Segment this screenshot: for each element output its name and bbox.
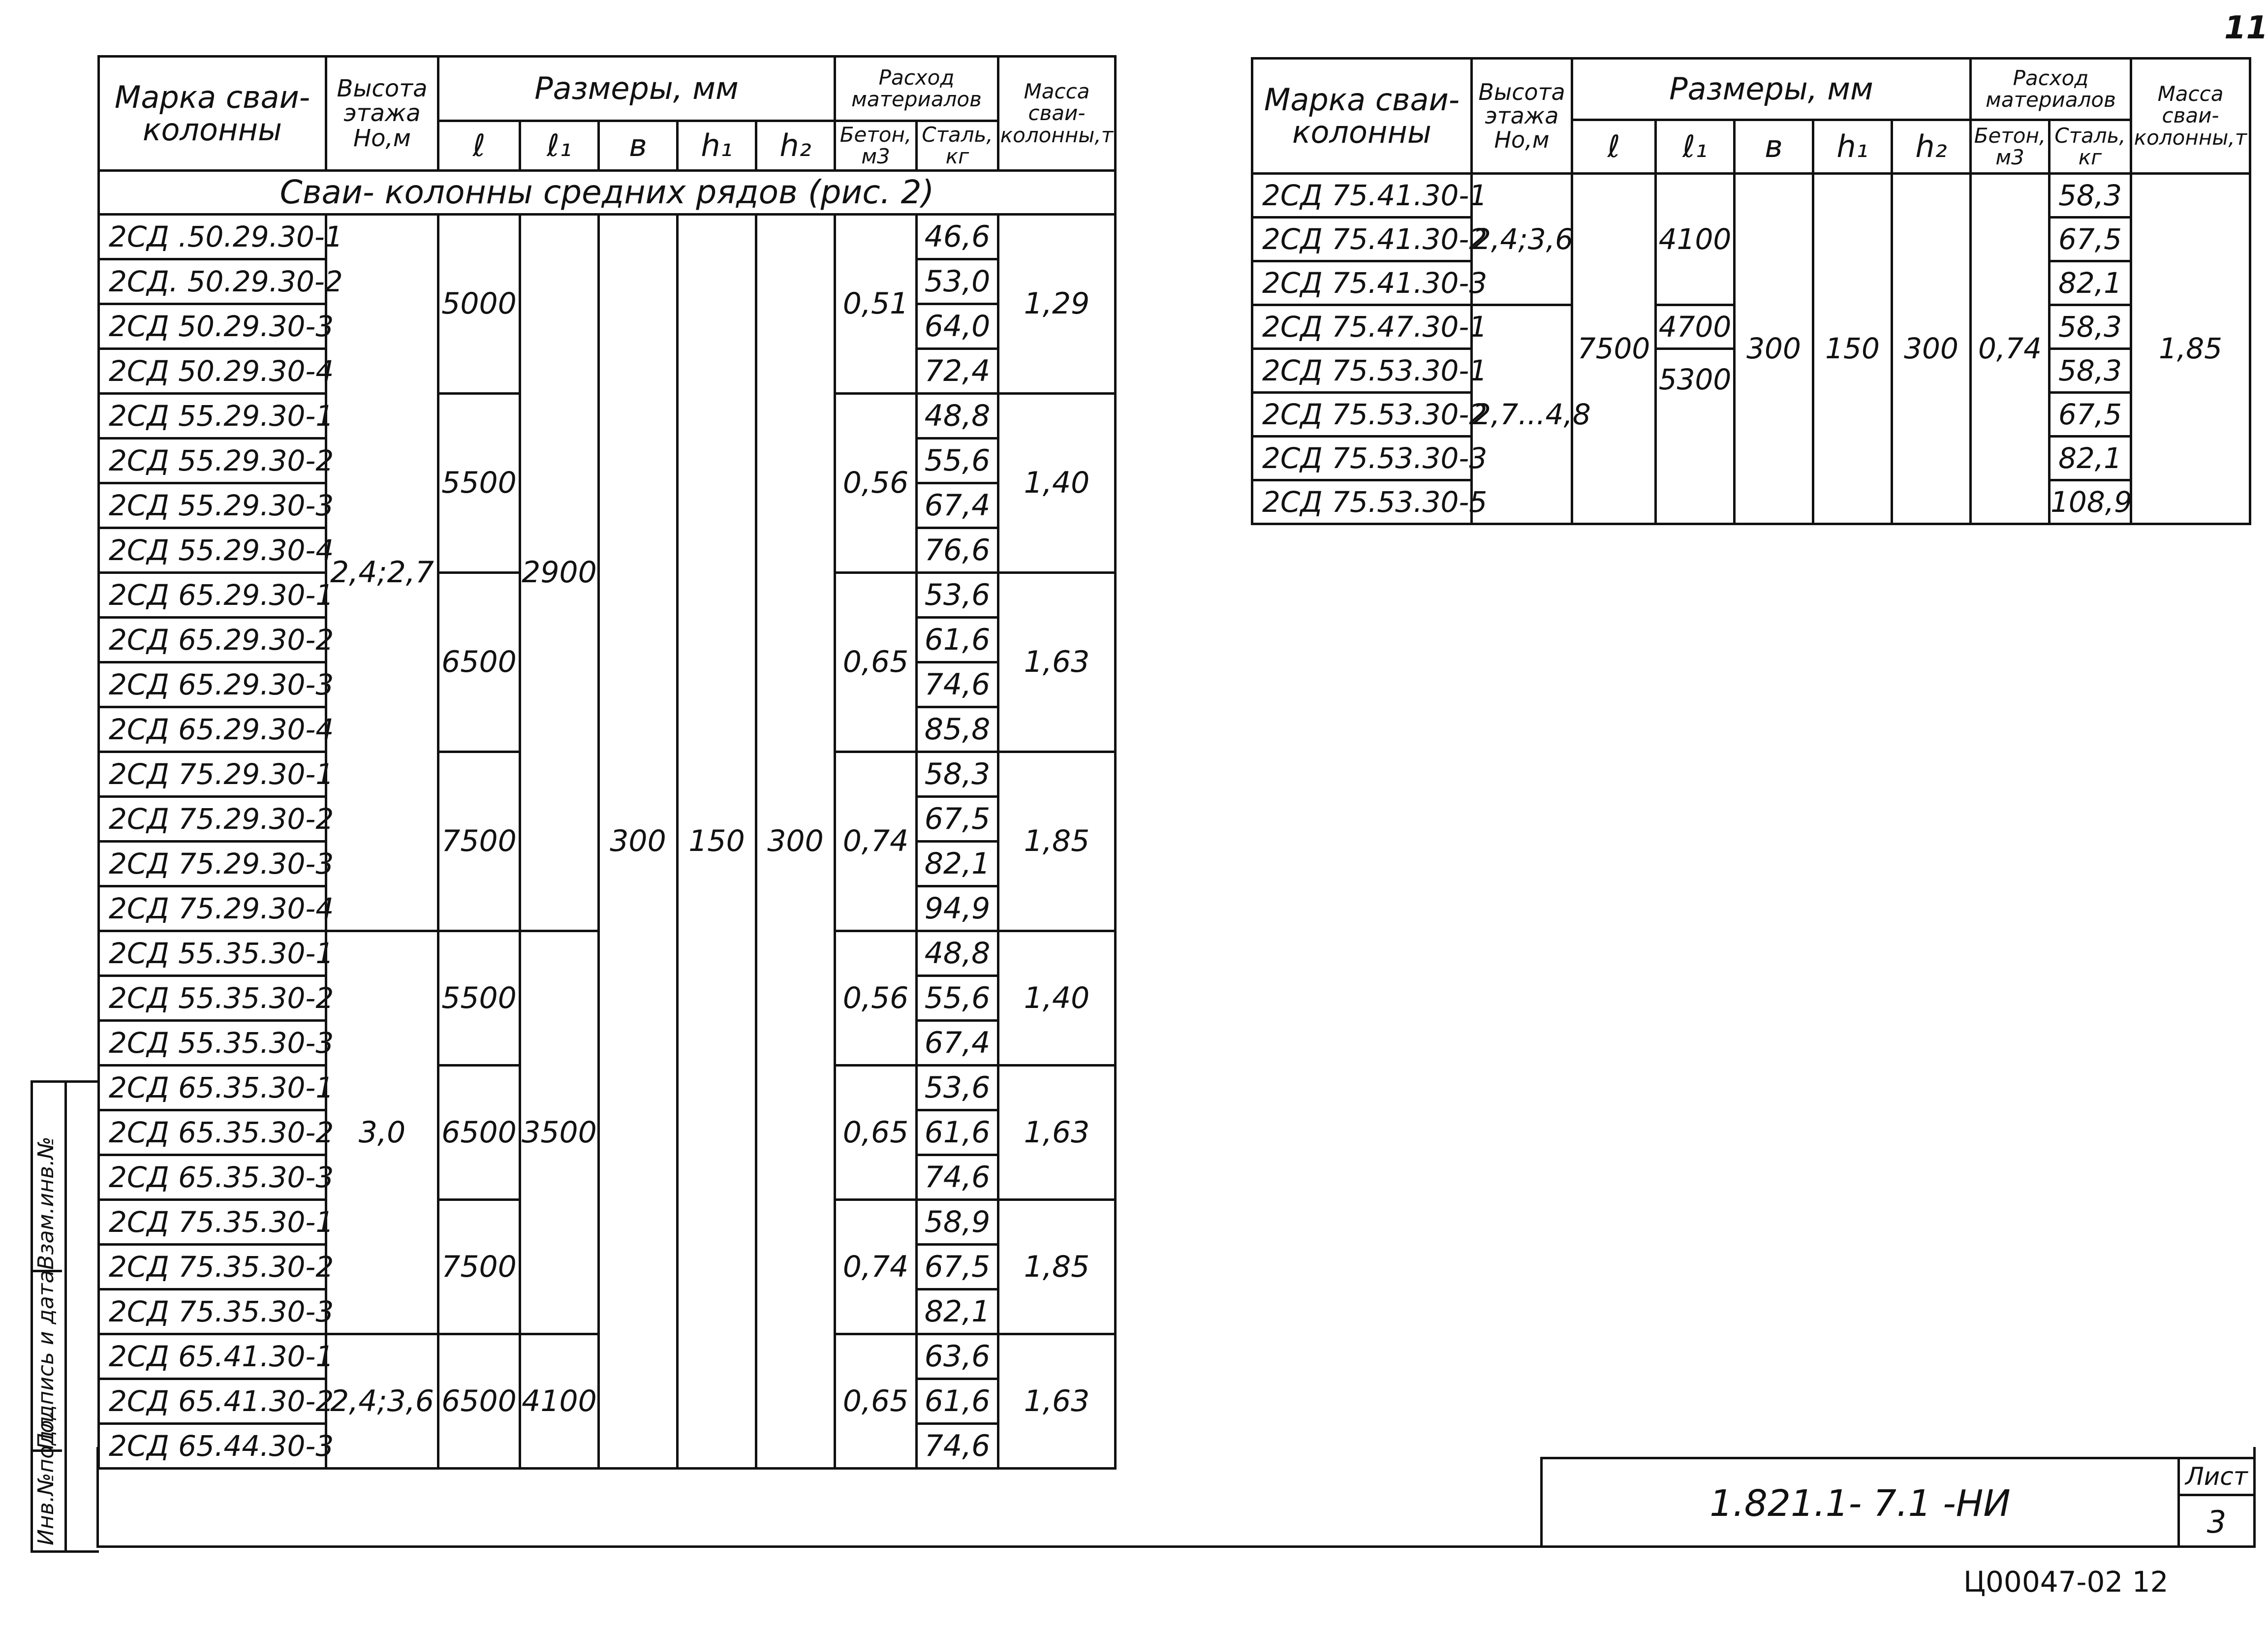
steel-cell: 82,1 — [917, 842, 998, 886]
header-h1: h₁ — [678, 121, 756, 171]
mass-cell: 1,40 — [998, 394, 1116, 573]
l-cell: 5000 — [438, 215, 520, 394]
mark-cell: 2СД 75.53.30-2 — [1252, 393, 1472, 437]
mark-cell: 2СД 75.29.30-4 — [99, 886, 326, 931]
header-l1: ℓ₁ — [520, 121, 599, 171]
l-cell: 7500 — [438, 1200, 520, 1334]
height-cell: 2,4;2,7 — [326, 215, 438, 931]
mark-cell: 2СД 65.29.30-4 — [99, 707, 326, 752]
steel-cell: 48,8 — [917, 931, 998, 976]
mass-cell: 1,85 — [2131, 174, 2250, 524]
mark-cell: 2СД 75.53.30-3 — [1252, 437, 1472, 480]
header-mark: Марка сваи-колонны — [99, 57, 326, 171]
steel-cell: 53,6 — [917, 1066, 998, 1110]
mark-cell: 2СД 75.53.30-1 — [1252, 349, 1472, 393]
mass-cell: 1,85 — [998, 1200, 1116, 1334]
mark-cell: 2СД 65.44.30-3 — [99, 1424, 326, 1469]
header-h1: h₁ — [1813, 120, 1892, 174]
concrete-cell: 0,56 — [835, 394, 917, 573]
l1-cell: 4100 — [520, 1334, 599, 1469]
steel-cell: 48,8 — [917, 394, 998, 439]
header-concrete: Бетон, м3 — [1971, 120, 2050, 174]
mark-cell: 2СД 75.29.30-3 — [99, 842, 326, 886]
steel-cell: 58,3 — [917, 752, 998, 797]
steel-cell: 58,3 — [2050, 174, 2131, 218]
mark-cell: 2СД 55.29.30-2 — [99, 439, 326, 483]
steel-cell: 74,6 — [917, 662, 998, 707]
sheet-label: Лист — [2180, 1459, 2253, 1496]
mark-cell: 2СД 75.29.30-1 — [99, 752, 326, 797]
signature-date-label: Подпись и дата — [31, 1270, 62, 1449]
header-b: в — [1735, 120, 1813, 174]
steel-cell: 67,5 — [2050, 218, 2131, 261]
sheet-number: 3 — [2206, 1504, 2227, 1540]
mark-cell: 2СД 75.29.30-2 — [99, 797, 326, 842]
mark-cell: 2СД .50.29.30-1 — [99, 215, 326, 259]
steel-cell: 53,0 — [917, 259, 998, 304]
height-cell: 2,4;3,6 — [326, 1334, 438, 1469]
mass-cell: 1,63 — [998, 1334, 1116, 1469]
mark-cell: 2СД 55.29.30-1 — [99, 394, 326, 439]
l1-cell: 2900 — [520, 215, 599, 931]
mark-cell: 2СД 75.35.30-3 — [99, 1289, 326, 1334]
mark-cell: 2СД 55.35.30-1 — [99, 931, 326, 976]
steel-cell: 58,3 — [2050, 305, 2131, 349]
concrete-cell: 0,51 — [835, 215, 917, 394]
mark-cell: 2СД 65.29.30-2 — [99, 618, 326, 662]
mark-cell: 2СД 75.41.30-3 — [1252, 261, 1472, 305]
mass-cell: 1,85 — [998, 752, 1116, 931]
l1-cell: 3500 — [520, 931, 599, 1334]
mark-cell: 2СД. 50.29.30-2 — [99, 259, 326, 304]
steel-cell: 46,6 — [917, 215, 998, 259]
steel-cell: 55,6 — [917, 439, 998, 483]
l-cell: 6500 — [438, 573, 520, 752]
mark-cell: 2СД 75.53.30-5 — [1252, 480, 1472, 524]
mark-cell: 2СД 75.35.30-1 — [99, 1200, 326, 1245]
l-cell: 7500 — [1572, 174, 1656, 524]
inventory-number-label: Инв.№подл. — [31, 1449, 62, 1545]
mass-cell: 1,63 — [998, 573, 1116, 752]
header-sizes: Размеры, мм — [1572, 59, 1971, 120]
concrete-cell: 0,65 — [835, 1066, 917, 1200]
mark-cell: 2СД 65.35.30-3 — [99, 1155, 326, 1200]
left-table — [97, 55, 1117, 1470]
mark-cell: 2СД 50.29.30-4 — [99, 349, 326, 394]
steel-cell: 67,5 — [917, 797, 998, 842]
steel-cell: 94,9 — [917, 886, 998, 931]
l-cell: 6500 — [438, 1066, 520, 1200]
document-code: 1.821.1- 7.1 -НИ — [1543, 1459, 2180, 1548]
header-mass: Масса сваи-колонны,т — [2131, 59, 2250, 174]
steel-cell: 67,4 — [917, 1021, 998, 1066]
l1-cell: 4100 — [1656, 174, 1735, 305]
steel-cell: 108,9 — [2050, 480, 2131, 524]
right-table — [1251, 57, 2251, 525]
concrete-cell: 0,74 — [1971, 174, 2050, 524]
mark-cell: 2СД 75.47.30-1 — [1252, 305, 1472, 349]
mark-cell: 2СД 65.29.30-3 — [99, 662, 326, 707]
header-mark: Марка сваи-колонны — [1252, 59, 1472, 174]
mark-cell: 2СД 55.35.30-2 — [99, 976, 326, 1021]
header-l: ℓ — [438, 121, 520, 171]
concrete-cell: 0,65 — [835, 573, 917, 752]
h2-cell: 300 — [1892, 174, 1971, 524]
steel-cell: 67,4 — [917, 483, 998, 528]
concrete-cell: 0,74 — [835, 752, 917, 931]
mark-cell: 2СД 50.29.30-3 — [99, 304, 326, 349]
header-h2: h₂ — [756, 121, 835, 171]
l-cell: 5500 — [438, 931, 520, 1066]
steel-cell: 67,5 — [2050, 393, 2131, 437]
page-number: 11 — [2224, 10, 2268, 46]
mass-cell: 1,29 — [998, 215, 1116, 394]
header-concrete: Бетон, м3 — [835, 121, 917, 171]
header-b: в — [599, 121, 678, 171]
mark-cell: 2СД 65.41.30-1 — [99, 1334, 326, 1379]
steel-cell: 85,8 — [917, 707, 998, 752]
h1-cell: 150 — [678, 215, 756, 1469]
mark-cell: 2СД 55.35.30-3 — [99, 1021, 326, 1066]
concrete-cell: 0,65 — [835, 1334, 917, 1469]
mark-cell: 2СД 65.41.30-2 — [99, 1379, 326, 1424]
steel-cell: 61,6 — [917, 1379, 998, 1424]
steel-cell: 82,1 — [2050, 437, 2131, 480]
mass-cell: 1,40 — [998, 931, 1116, 1066]
b-cell: 300 — [599, 215, 678, 1469]
l-cell: 7500 — [438, 752, 520, 931]
l1-cell: 4700 — [1656, 305, 1735, 349]
steel-cell: 53,6 — [917, 573, 998, 618]
header-l: ℓ — [1572, 120, 1656, 174]
l-cell: 5500 — [438, 394, 520, 573]
header-l1: ℓ₁ — [1656, 120, 1735, 174]
mark-cell: 2СД 65.35.30-2 — [99, 1110, 326, 1155]
steel-cell: 55,6 — [917, 976, 998, 1021]
archive-code: Ц00047-02 12 — [1963, 1565, 2169, 1599]
steel-cell: 58,9 — [917, 1200, 998, 1245]
section-title: Сваи- колонны средних рядов (рис. 2) — [99, 171, 1116, 215]
concrete-cell: 0,56 — [835, 931, 917, 1066]
header-h2: h₂ — [1892, 120, 1971, 174]
header-mass: Масса сваи-колонны,т — [998, 57, 1116, 171]
mark-cell: 2СД 55.29.30-3 — [99, 483, 326, 528]
steel-cell: 76,6 — [917, 528, 998, 573]
steel-cell: 61,6 — [917, 1110, 998, 1155]
title-block — [1540, 1457, 2253, 1548]
mark-cell: 2СД 65.29.30-1 — [99, 573, 326, 618]
header-height: Высота этажа Но,м — [326, 57, 438, 171]
l-cell: 6500 — [438, 1334, 520, 1469]
l1-cell: 5300 — [1656, 349, 1735, 524]
steel-cell: 82,1 — [2050, 261, 2131, 305]
header-consumption: Расход материалов — [835, 57, 998, 121]
height-cell: 2,4;3,6 — [1472, 174, 1572, 305]
steel-cell: 58,3 — [2050, 349, 2131, 393]
mark-cell: 2СД 55.29.30-4 — [99, 528, 326, 573]
steel-cell: 74,6 — [917, 1155, 998, 1200]
steel-cell: 64,0 — [917, 304, 998, 349]
header-sizes: Размеры, мм — [438, 57, 835, 121]
steel-cell: 82,1 — [917, 1289, 998, 1334]
steel-cell: 72,4 — [917, 349, 998, 394]
replacement-inventory-label: Взам.инв.№ — [33, 1136, 59, 1270]
mark-cell: 2СД 75.35.30-2 — [99, 1245, 326, 1289]
header-steel: Сталь, кг — [2050, 120, 2131, 174]
mark-cell: 2СД 75.41.30-1 — [1252, 174, 1472, 218]
b-cell: 300 — [1735, 174, 1813, 524]
header-consumption: Расход материалов — [1971, 59, 2131, 120]
steel-cell: 74,6 — [917, 1424, 998, 1469]
h2-cell: 300 — [756, 215, 835, 1469]
h1-cell: 150 — [1813, 174, 1892, 524]
concrete-cell: 0,74 — [835, 1200, 917, 1334]
steel-cell: 67,5 — [917, 1245, 998, 1289]
steel-cell: 63,6 — [917, 1334, 998, 1379]
height-cell: 2,7...4,8 — [1472, 305, 1572, 524]
header-steel: Сталь, кг — [917, 121, 998, 171]
header-height: Высота этажа Но,м — [1472, 59, 1572, 174]
mass-cell: 1,63 — [998, 1066, 1116, 1200]
mark-cell: 2СД 65.35.30-1 — [99, 1066, 326, 1110]
height-cell: 3,0 — [326, 931, 438, 1334]
steel-cell: 61,6 — [917, 618, 998, 662]
mark-cell: 2СД 75.41.30-2 — [1252, 218, 1472, 261]
